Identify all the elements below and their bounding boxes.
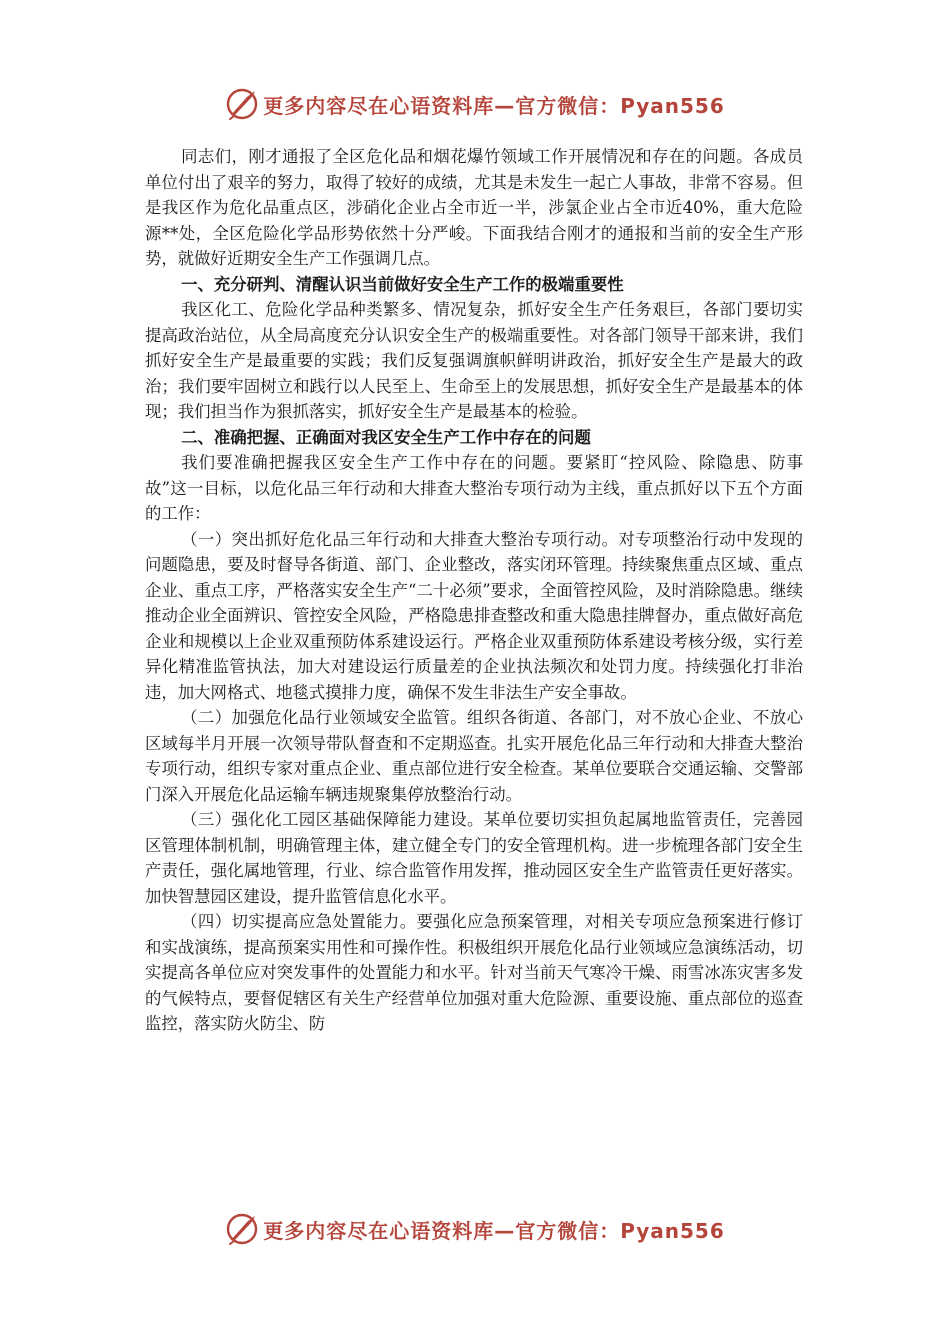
- quill-logo-icon: [225, 1212, 259, 1246]
- quill-logo-icon: [225, 87, 259, 121]
- section-heading-1: 一、充分研判、清醒认识当前做好安全生产工作的极端重要性: [181, 274, 624, 294]
- section-heading-2: 二、准确把握、正确面对我区安全生产工作中存在的问题: [181, 427, 591, 447]
- header-banner: [0, 82, 950, 126]
- paragraph-section-1: 我区化工、危险化学品种类繁多、情况复杂，抓好安全生产任务艰巨，各部门要切实提高政治站位，从全局高度充分认识安全生产的极端重要性。对各部门领导干部来讲，我们抓好安全生产是最重要的实践；我们反复强调旗帜鲜明讲政治，抓好安全生产是最大的政治；我们要牢固树立和践行以人民至上、生命至上的发展思想，抓好安全生产是最基本的体现；我们担当作为狠抓落实，抓好安全生产是最基本的检验。: [145, 300, 803, 421]
- paragraph-item-1: （一）突出抓好危化品三年行动和大排查大整治专项行动。对专项整治行动中发现的问题隐患，要及时督导各街道、部门、企业整改，落实闭环管理。持续聚焦重点区域、重点企业、重点工序，严格落实安全生产“二十必须”要求，全面管控风险，及时消除隐患。继续推动企业全面辨识、管控安全风险，严格隐患排查整改和重大隐患挂牌督办，重点做好高危企业和规模以上企业双重预防体系建设运行。严格企业双重预防体系建设考核分级，实行差异化精准监管执法，加大对建设运行质量差的企业执法频次和处罚力度。持续强化打非治违，加大网格式、地毯式摸排力度，确保不发生非法生产安全事故。: [145, 529, 803, 702]
- banner-text: 更多内容尽在心语资料库—官方微信：Pyan556: [263, 1218, 725, 1243]
- document-body: [145, 144, 803, 1037]
- paragraph-section-2: 我们要准确把握我区安全生产工作中存在的问题。要紧盯“控风险、除隐患、防事故”这一目标，以危化品三年行动和大排查大整治专项行动为主线，重点抓好以下五个方面的工作：: [145, 453, 803, 523]
- paragraph-item-3: （三）强化化工园区基础保障能力建设。某单位要切实担负起属地监管责任，完善园区管理体制机制，明确管理主体，建立健全专门的安全管理机构。进一步梳理各部门安全生产责任，强化属地管理，行业、综合监管作用发挥，推动园区安全生产监管责任更好落实。加快智慧园区建设，提升监管信息化水平。: [145, 810, 803, 906]
- paragraph-intro: 同志们，刚才通报了全区危化品和烟花爆竹领域工作开展情况和存在的问题。各成员单位付出了艰辛的努力，取得了较好的成绩，尤其是未发生一起亡人事故，非常不容易。但是我区作为危化品重点区，涉硝化企业占全市近一半，涉氯企业占全市近40%，重大危险源**处，全区危险化学品形势依然十分严峻。下面我结合刚才的通报和当前的安全生产形势，就做好近期安全生产工作强调几点。: [145, 147, 803, 268]
- footer-banner: [0, 1207, 950, 1251]
- paragraph-item-4: （四）切实提高应急处置能力。要强化应急预案管理，对相关专项应急预案进行修订和实战演练，提高预案实用性和可操作性。积极组织开展危化品行业领域应急演练活动，切实提高各单位应对突发事件的处置能力和水平。针对当前天气寒冷干燥、雨雪冰冻灾害多发的气候特点，要督促辖区有关生产经营单位加强对重大危险源、重要设施、重点部位的巡查监控，落实防火防尘、防: [145, 912, 803, 1033]
- paragraph-item-2: （二）加强危化品行业领域安全监管。组织各街道、各部门，对不放心企业、不放心区域每半月开展一次领导带队督查和不定期巡查。扎实开展危化品三年行动和大排查大整治专项行动，组织专家对重点企业、重点部位进行安全检查。某单位要联合交通运输、交警部门深入开展危化品运输车辆违规聚集停放整治行动。: [145, 708, 803, 804]
- banner-text: 更多内容尽在心语资料库—官方微信：Pyan556: [263, 93, 725, 118]
